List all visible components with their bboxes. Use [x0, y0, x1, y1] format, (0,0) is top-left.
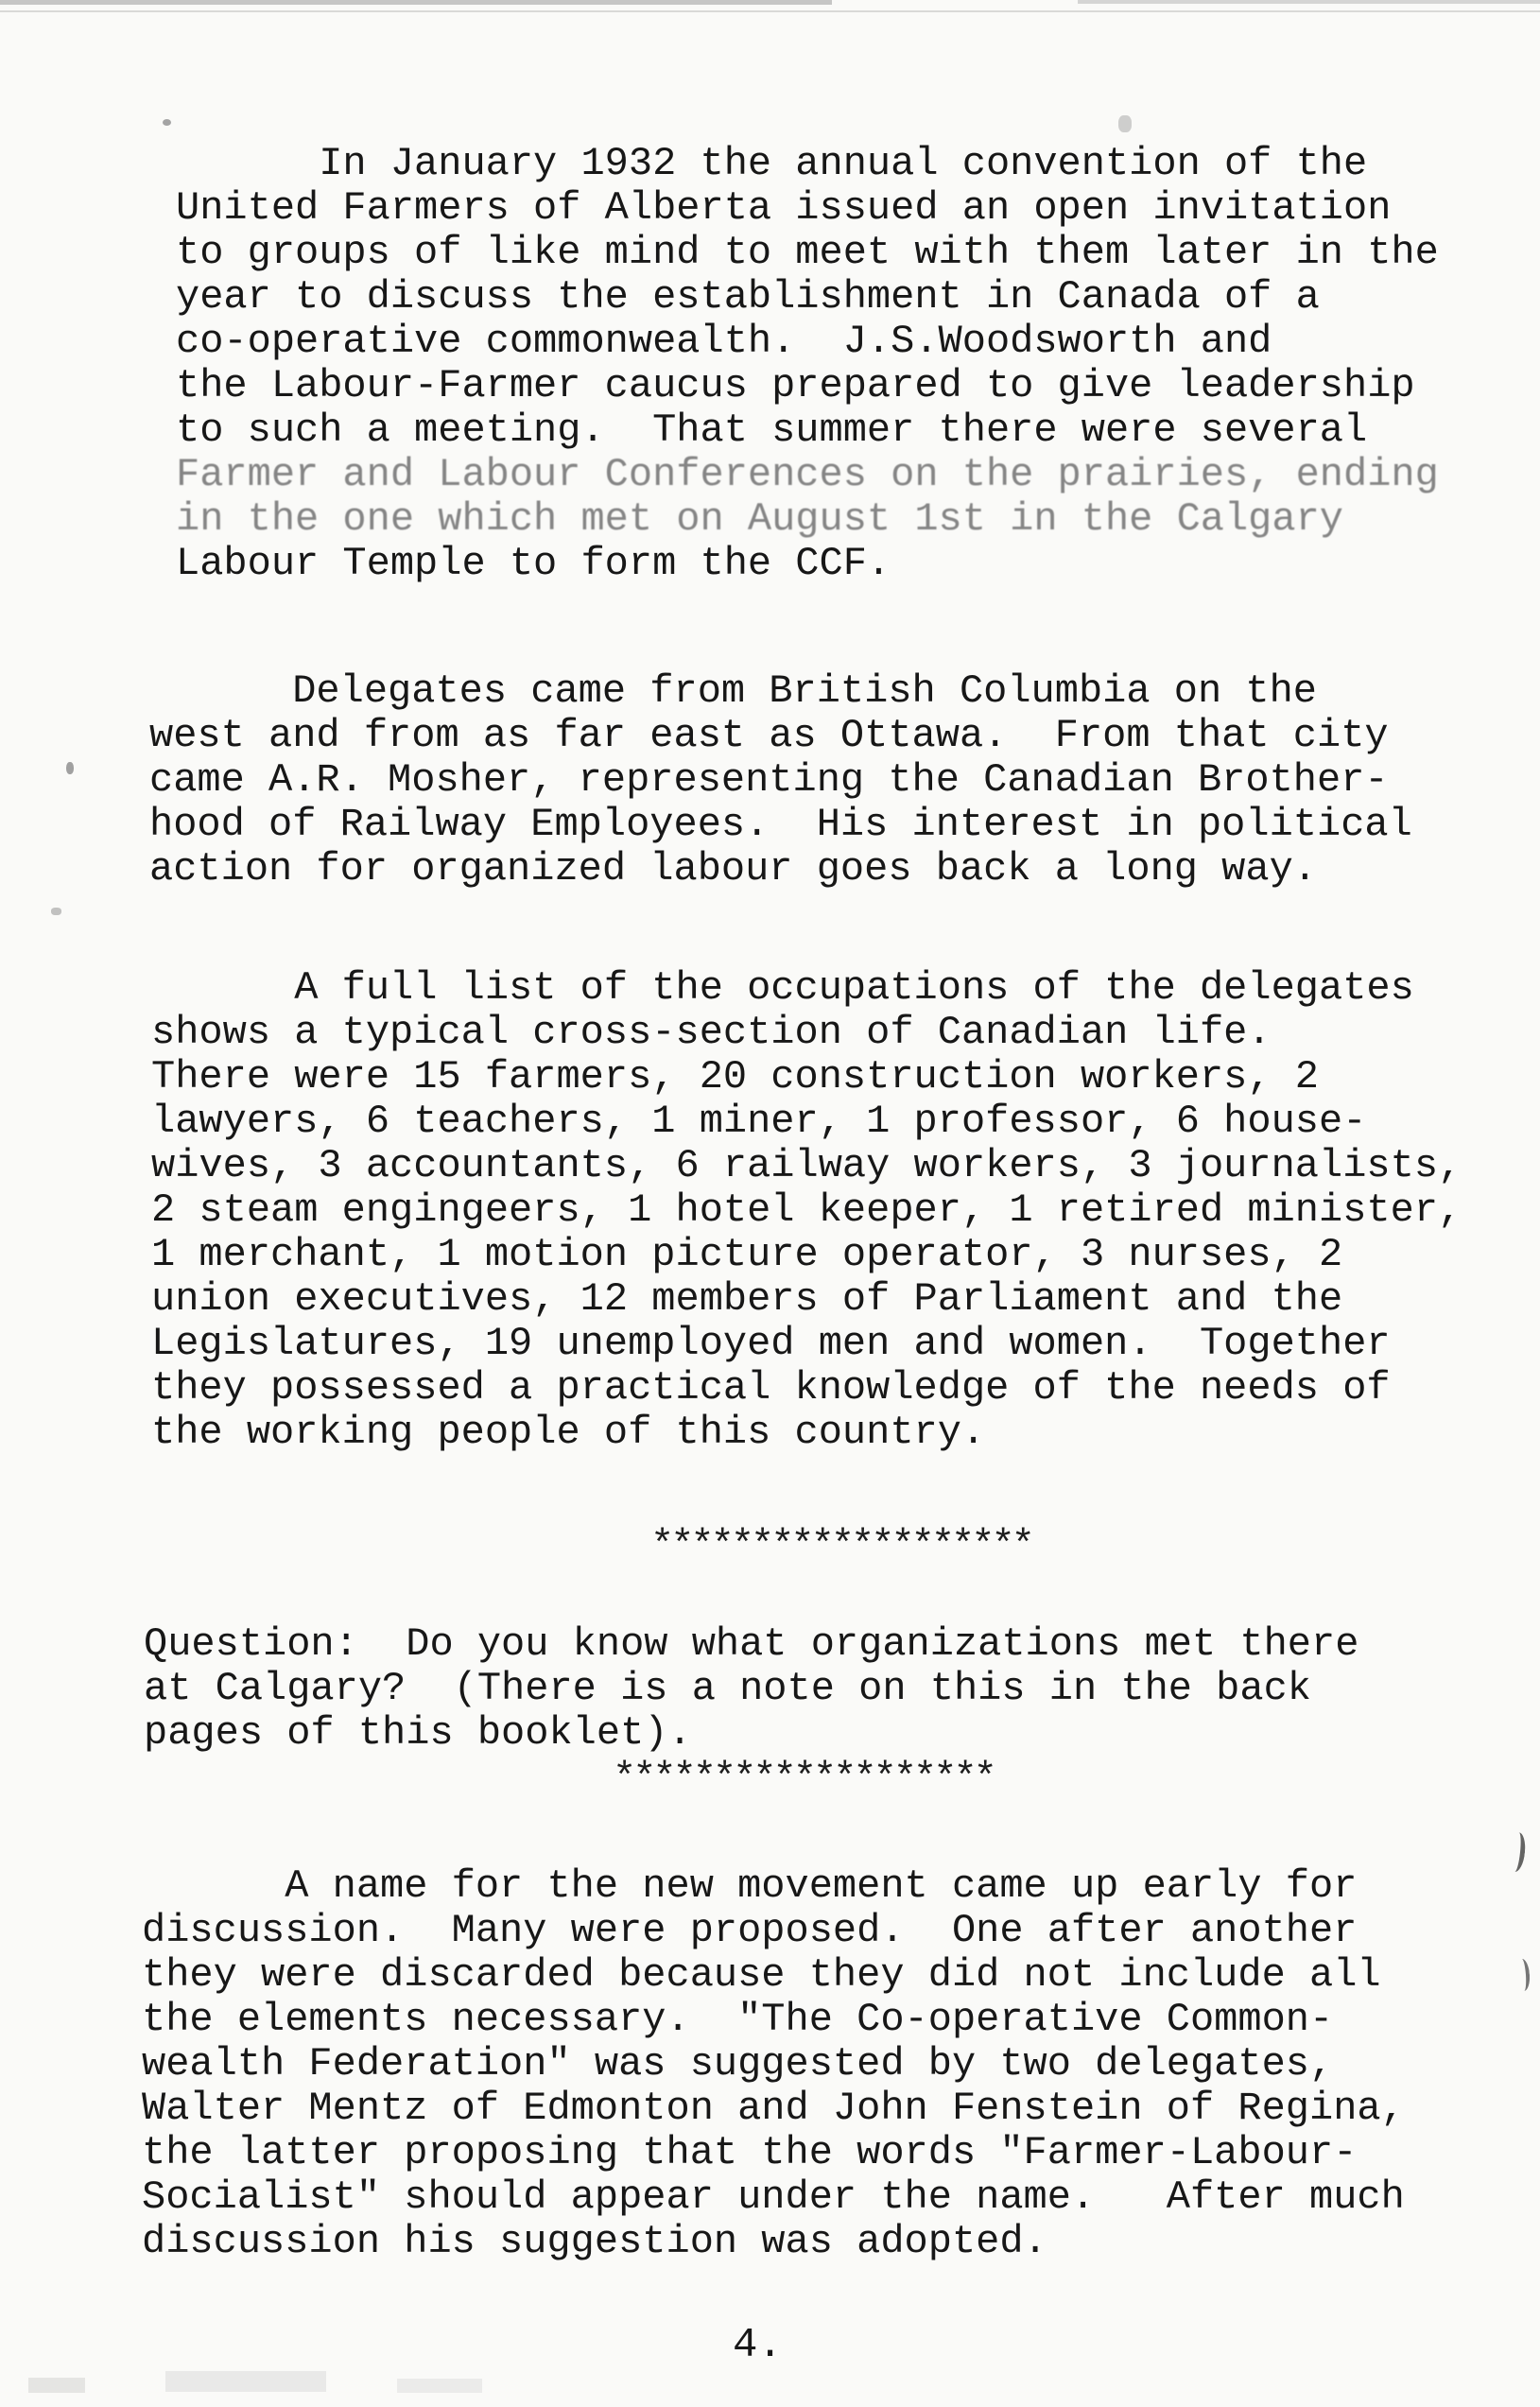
- typed-line: co-operative commonwealth. J.S.Woodsworth and: [176, 319, 1272, 364]
- typed-line: in the one which met on August 1st in the Calgary: [176, 496, 1344, 542]
- typed-line: they were discarded because they did not include all: [142, 1952, 1381, 1998]
- typed-line: year to discuss the establishment in Canada of a: [176, 274, 1320, 320]
- margin-pen-mark: [1507, 1831, 1527, 1873]
- typed-line: Question: Do you know what organizations met there: [144, 1621, 1359, 1667]
- scan-artifact: [51, 908, 61, 915]
- typed-line: the latter proposing that the words "Farmer-Labour-: [142, 2130, 1358, 2175]
- typed-line: A full list of the occupations of the delegates: [151, 965, 1414, 1011]
- typed-line: wealth Federation" was suggested by two delegates,: [142, 2041, 1334, 2087]
- typed-line: Farmer and Labour Conferences on the prairies, ending: [176, 452, 1439, 497]
- scan-artifact: [0, 0, 832, 5]
- typed-line: came A.R. Mosher, representing the Canadian Brother-: [149, 757, 1389, 803]
- typed-line: A name for the new movement came up early for: [142, 1863, 1358, 1909]
- typed-line: discussion. Many were proposed. One after another: [142, 1908, 1358, 1953]
- typed-line: United Farmers of Alberta issued an open invitation: [176, 185, 1392, 231]
- asterisk-divider-bottom: *******************: [613, 1756, 994, 1801]
- scan-artifact: [0, 10, 1540, 12]
- scan-artifact: [165, 2371, 326, 2392]
- typed-line: to groups of like mind to meet with them later in the: [176, 230, 1439, 275]
- paragraph-1: [176, 142, 1439, 586]
- typed-line: In January 1932 the annual convention of the: [176, 141, 1368, 186]
- typed-line: discussion his suggestion was adopted.: [142, 2219, 1047, 2264]
- scan-artifact: [28, 2378, 85, 2393]
- scan-artifact: [1118, 115, 1132, 132]
- typed-line: Walter Mentz of Edmonton and John Fenstein of Regina,: [142, 2086, 1405, 2131]
- page-number: 4.: [733, 2322, 783, 2369]
- typed-line: to such a meeting. That summer there were several: [176, 407, 1368, 453]
- typed-line: Legislatures, 19 unemployed men and women. Together: [151, 1321, 1391, 1366]
- typed-line: Delegates came from British Columbia on the: [149, 668, 1318, 714]
- typed-line: lawyers, 6 teachers, 1 miner, 1 professor, 6 house-: [151, 1099, 1367, 1144]
- margin-pen-mark: [1515, 1959, 1531, 1992]
- typed-line: west and from as far east as Ottawa. From that city: [149, 713, 1389, 758]
- typed-line: pages of this booklet).: [144, 1710, 692, 1756]
- asterisk-divider-top: *******************: [650, 1523, 1031, 1568]
- typed-line: at Calgary? (There is a note on this in the back: [144, 1666, 1312, 1711]
- typed-line: shows a typical cross-section of Canadian life.: [151, 1010, 1272, 1055]
- paragraph-3: [151, 966, 1462, 1455]
- paragraph-2: [149, 669, 1412, 892]
- typed-line: the elements necessary. "The Co-operative Common-: [142, 1997, 1334, 2042]
- paragraph-4: [142, 1864, 1405, 2264]
- question-block: [144, 1622, 1358, 1756]
- scan-artifact: [397, 2379, 482, 2393]
- typed-line: 2 steam engingeers, 1 hotel keeper, 1 retired minister,: [151, 1187, 1462, 1233]
- typed-line: the working people of this country.: [151, 1410, 986, 1455]
- typed-line: union executives, 12 members of Parliament and the: [151, 1276, 1343, 1322]
- typed-line: Socialist" should appear under the name. After much: [142, 2174, 1405, 2220]
- typed-line: hood of Railway Employees. His interest in political: [149, 802, 1412, 847]
- scan-artifact: [163, 119, 171, 126]
- scan-artifact: [1078, 0, 1540, 4]
- typed-line: wives, 3 accountants, 6 railway workers, 3 journalists,: [151, 1143, 1462, 1188]
- typed-line: the Labour-Farmer caucus prepared to give leadership: [176, 363, 1415, 408]
- typed-line: There were 15 farmers, 20 construction workers, 2: [151, 1054, 1320, 1100]
- typed-line: 1 merchant, 1 motion picture operator, 3 nurses, 2: [151, 1232, 1343, 1277]
- scan-artifact: [66, 762, 74, 774]
- typed-line: they possessed a practical knowledge of the needs of: [151, 1365, 1391, 1411]
- typed-line: action for organized labour goes back a long way.: [149, 846, 1318, 892]
- typed-line: Labour Temple to form the CCF.: [176, 541, 891, 586]
